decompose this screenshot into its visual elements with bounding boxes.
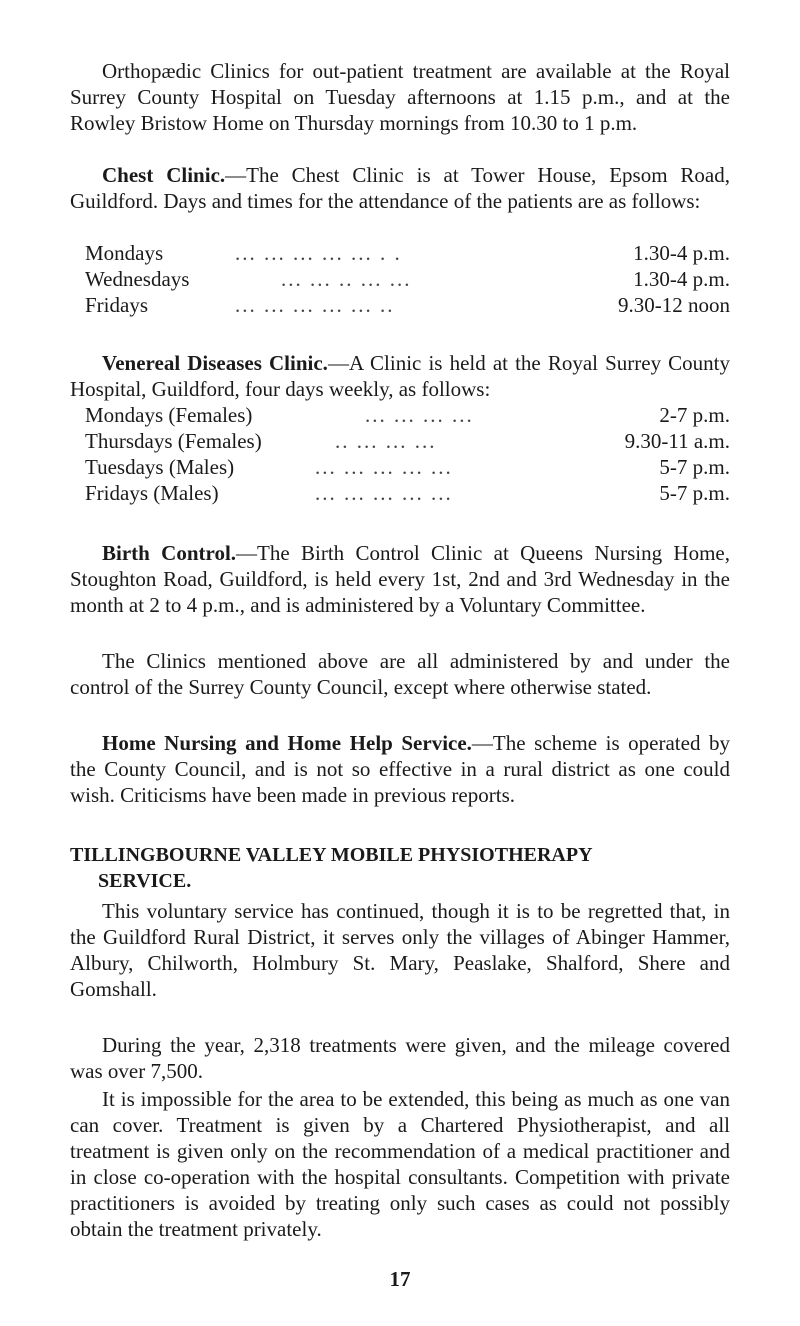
leader-dots: .. ... ... ... bbox=[335, 429, 437, 453]
birth-control-paragraph bbox=[70, 540, 730, 618]
leader-dots: ... ... ... ... ... bbox=[315, 455, 453, 479]
schedule-row bbox=[85, 240, 730, 266]
schedule-time: 1.30-4 p.m. bbox=[633, 267, 730, 291]
physio-paragraph-2: During the year, 2,318 treatments were given, and the mileage covered was over 7,500. bbox=[70, 1033, 730, 1083]
schedule-row bbox=[85, 266, 730, 292]
home-nursing-heading: Home Nursing and Home Help Service. bbox=[102, 731, 472, 755]
schedule-day: Tuesdays (Males) bbox=[85, 455, 235, 479]
chest-clinic-paragraph bbox=[70, 162, 730, 214]
schedule-time: 9.30-12 noon bbox=[618, 293, 730, 317]
physio-paragraph-3: It is impossible for the area to be extended, this being as much as one van can cover. Treatment is given by a Chartered Physiotherapist, and all treatment is given only on the recommendation of a medical practitioner and in close co-operation with the hospital consultants. Competition with private practitioners is avoided by treating only such cases as could not possibly obtain the treatment privately. bbox=[70, 1087, 730, 1241]
vd-clinic-paragraph bbox=[70, 350, 730, 402]
leader-dots: ... ... ... ... ... bbox=[315, 481, 453, 505]
leader-dots: ... ... .. ... ... bbox=[281, 267, 412, 291]
physio-paragraph-1: This voluntary service has continued, though it is to be regretted that, in the Guildford Rural District, it serves only the villages of Abinger Hammer, Albury, Chilworth, Holmbury St. Mary, Peaslake, Shalford, Shere and Gomshall. bbox=[70, 899, 730, 1001]
home-nursing-text: —The scheme is operated by the County Council, and is not so effective in a rural district as one could wish. Criticisms have been made in previous reports. bbox=[70, 731, 730, 807]
schedule-day: Fridays bbox=[85, 293, 148, 317]
schedule-row bbox=[85, 480, 730, 506]
chest-clinic-schedule bbox=[85, 240, 730, 318]
schedule-row bbox=[85, 402, 730, 428]
orthopaedic-paragraph: Orthopædic Clinics for out-patient treatment are available at the Royal Surrey County Hospital on Tuesday afternoons at 1.15 p.m., and at the Rowley Bristow Home on Thursday mornings from 10.30 to 1 p.m. bbox=[70, 59, 730, 135]
leader-dots: ... ... ... ... bbox=[365, 403, 474, 427]
schedule-day: Mondays (Females) bbox=[85, 403, 253, 427]
schedule-time: 5-7 p.m. bbox=[659, 481, 730, 505]
schedule-time: 5-7 p.m. bbox=[659, 455, 730, 479]
schedule-time: 9.30-11 a.m. bbox=[624, 429, 730, 453]
chest-clinic-heading: Chest Clinic. bbox=[102, 163, 226, 187]
home-nursing-paragraph bbox=[70, 730, 730, 808]
schedule-day: Fridays (Males) bbox=[85, 481, 219, 505]
physiotherapy-section-heading bbox=[70, 842, 730, 894]
schedule-time: 2-7 p.m. bbox=[659, 403, 730, 427]
leader-dots: ... ... ... ... ... .. bbox=[235, 293, 395, 317]
schedule-row bbox=[85, 428, 730, 454]
birth-control-heading: Birth Control. bbox=[102, 541, 237, 565]
schedule-row bbox=[85, 454, 730, 480]
schedule-day: Thursdays (Females) bbox=[85, 429, 262, 453]
heading-line: TILLINGBOURNE VALLEY MOBILE PHYSIOTHERAPY bbox=[70, 844, 593, 866]
schedule-day: Wednesdays bbox=[85, 267, 190, 291]
schedule-row bbox=[85, 292, 730, 318]
heading-line: SERVICE. bbox=[98, 870, 192, 892]
chest-clinic-text: —The Chest Clinic is at Tower House, Epsom Road, Guildford. Days and times for the attendance of the patients are as follows: bbox=[70, 163, 730, 213]
vd-clinic-text: —A Clinic is held at the Royal Surrey County Hospital, Guildford, four days weekly, as follows: bbox=[70, 351, 731, 401]
vd-clinic-schedule bbox=[85, 402, 730, 506]
vd-clinic-heading: Venereal Diseases Clinic. bbox=[102, 351, 328, 375]
schedule-day: Mondays bbox=[85, 241, 164, 265]
clinics-note-paragraph: The Clinics mentioned above are all administered by and under the control of the Surrey County Council, except where otherwise stated. bbox=[70, 649, 730, 699]
page-number: 17 bbox=[389, 1267, 411, 1291]
schedule-time: 1.30-4 p.m. bbox=[633, 241, 730, 265]
leader-dots: ... ... ... ... ... . . bbox=[235, 241, 402, 265]
birth-control-text: —The Birth Control Clinic at Queens Nursing Home, Stoughton Road, Guildford, is held every 1st, 2nd and 3rd Wednesday in the month at 2 to 4 p.m., and is administered by a Voluntary Committee. bbox=[70, 541, 730, 617]
